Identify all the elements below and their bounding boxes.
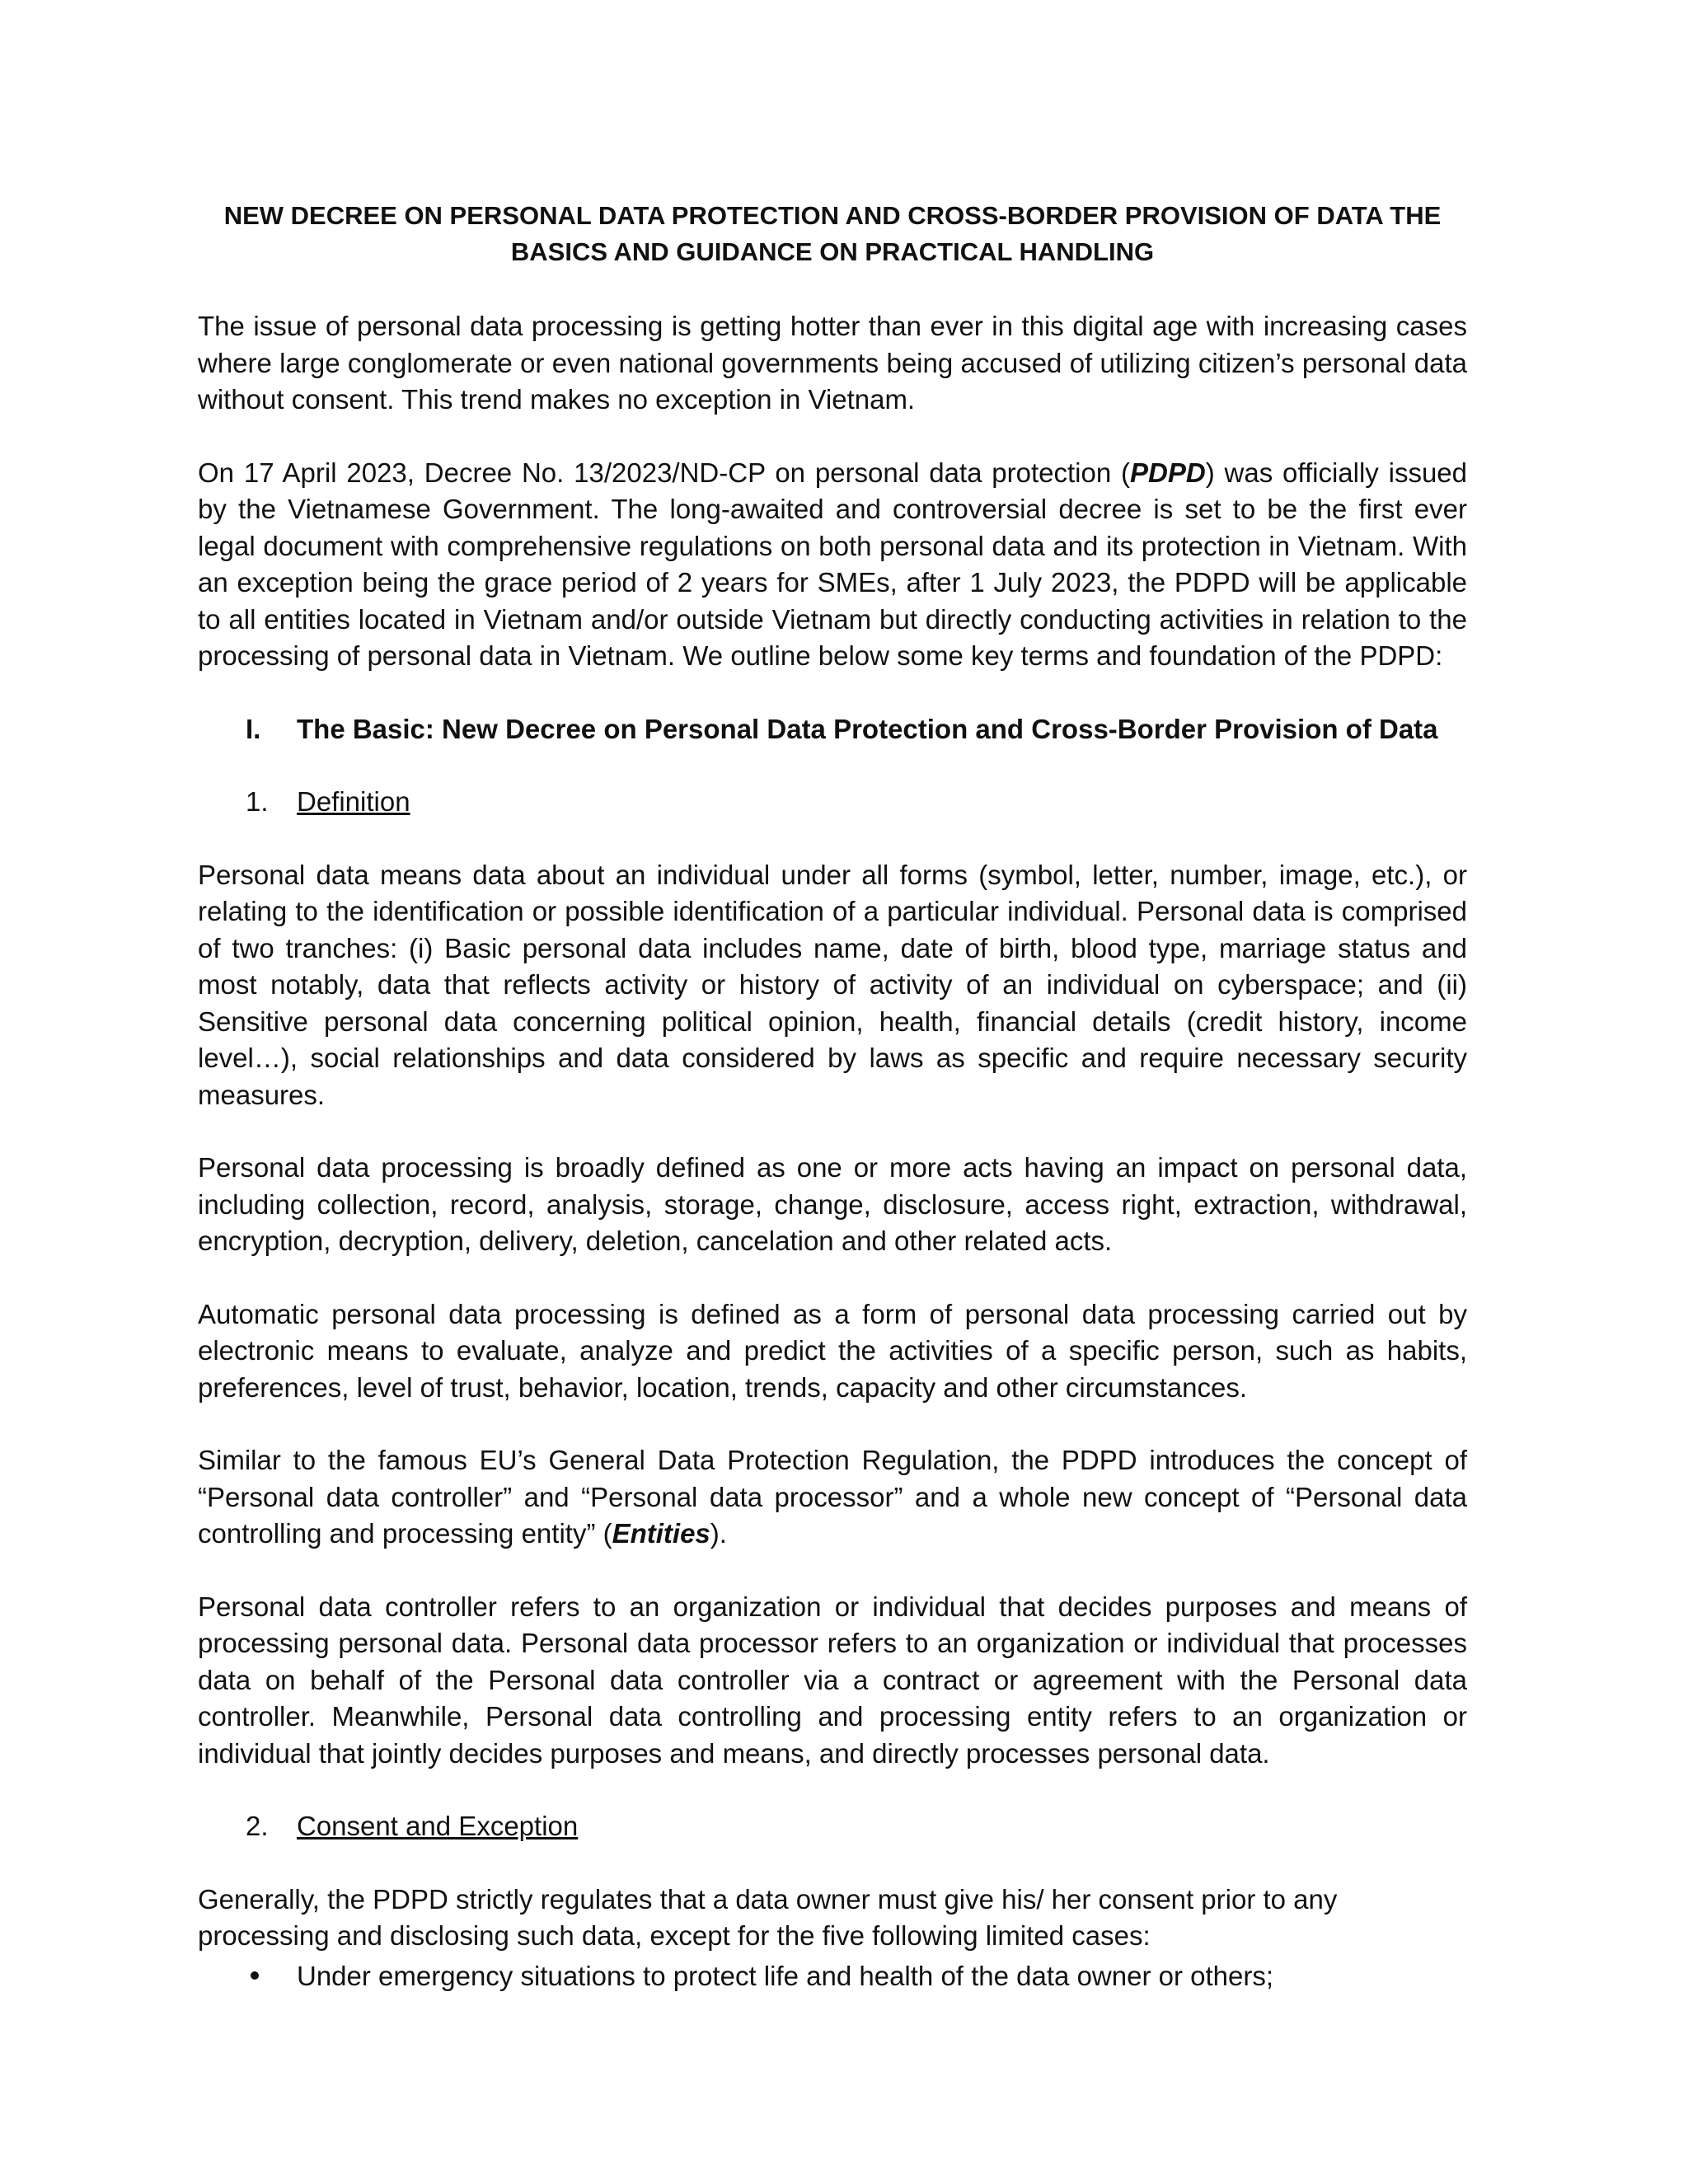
subheading-label: Consent and Exception — [297, 1811, 579, 1841]
personal-data-definition: Personal data means data about an individual under all forms (symbol, letter, number, image, etc.), or relating to the identification or possible identification of a particular individual. Personal data is comprised of two tranches: (i) Basic personal data includes name, date of birth, blood type, marriage status and most notably, data that reflects activity or history of activity of an individual on cyberspace; and (ii) Sensitive personal data concerning political opinion, health, financial details (credit history, income level…), social relationships and data considered by laws as specific and require necessary security measures. — [198, 859, 1467, 1110]
bullet-icon — [246, 1958, 297, 1995]
decree-paragraph — [198, 455, 1467, 675]
consent-paragraph: Generally, the PDPD strictly regulates that a data owner must give his/ her consent prior to any processing and disclosing such data, except for the five following limited cases: — [198, 1883, 1338, 1951]
subheading-definition — [246, 784, 1467, 821]
document-page — [198, 198, 1467, 1994]
intro-paragraph: The issue of personal data processing is getting hotter than ever in this digital age with increasing cases where large conglomerate or even national governments being accused of utilizing citizen’s personal data without consent. This trend makes no exception in Vietnam. — [198, 311, 1467, 415]
list-item-text: Under emergency situations to protect life and health of the data owner or others; — [297, 1960, 1274, 1991]
section-heading-basic — [246, 711, 1467, 748]
gdpr-comparison-paragraph — [198, 1442, 1467, 1553]
list-item — [246, 1958, 1467, 1995]
decree-text-before: On 17 April 2023, Decree No. 13/2023/ND-CP on personal data protection ( — [198, 457, 1131, 488]
subheading-consent — [246, 1808, 1467, 1845]
subheading-number: 2. — [246, 1811, 269, 1841]
automatic-processing-definition: Automatic personal data processing is defined as a form of personal data processing carried out by electronic means to evaluate, analyze and predict the activities of a specific person, such as habits, preferences, level of trust, behavior, location, trends, capacity and other circumstances. — [198, 1298, 1467, 1403]
section-title: The Basic: New Decree on Personal Data Protection and Cross-Border Provision of Data — [297, 713, 1438, 744]
subheading-number: 1. — [246, 786, 269, 817]
document-title: NEW DECREE ON PERSONAL DATA PROTECTION AND CROSS-BORDER PROVISION OF DATA THE BASICS AND GUIDANCE ON PRACTICAL HANDLING — [223, 201, 1442, 266]
pdpd-term: PDPD — [1130, 457, 1206, 488]
controller-processor-definition: Personal data controller refers to an organization or individual that decides purposes and means of processing personal data. Personal data processor refers to an organization or individual that processes data on behalf of the Personal data controller via a contract or agreement with the Personal data controller. Meanwhile, Personal data controlling and processing entity refers to an organization or individual that jointly decides purposes and means, and directly processes personal data. — [198, 1591, 1467, 1769]
processing-definition: Personal data processing is broadly defined as one or more acts having an impact on personal data, including collection, record, analysis, storage, change, disclosure, access right, extraction, withdrawal, encryption, decryption, delivery, deletion, cancelation and other related acts. — [198, 1152, 1467, 1256]
section-number: I. — [246, 713, 261, 744]
gdpr-text-before: Similar to the famous EU’s General Data Protection Regulation, the PDPD introduces the concept of “Personal data controller” and “Personal data processor” and a whole new concept of “Personal data controlling and processing entity” ( — [198, 1445, 1467, 1549]
decree-text-after: ) was officially issued by the Vietnamese Government. The long-awaited and controversial decree is set to be the first ever legal document with comprehensive regulations on both personal data and its protection in Vietnam. With an exception being the grace period of 2 years for SMEs, after 1 July 2023, the PDPD will be applicable to all entities located in Vietnam and/or outside Vietnam but directly conducting activities in relation to the processing of personal data in Vietnam. We outline below some key terms and foundation of the PDPD: — [198, 457, 1468, 671]
subheading-label: Definition — [297, 786, 410, 817]
entities-term: Entities — [612, 1518, 710, 1549]
gdpr-text-after: ). — [710, 1518, 727, 1549]
